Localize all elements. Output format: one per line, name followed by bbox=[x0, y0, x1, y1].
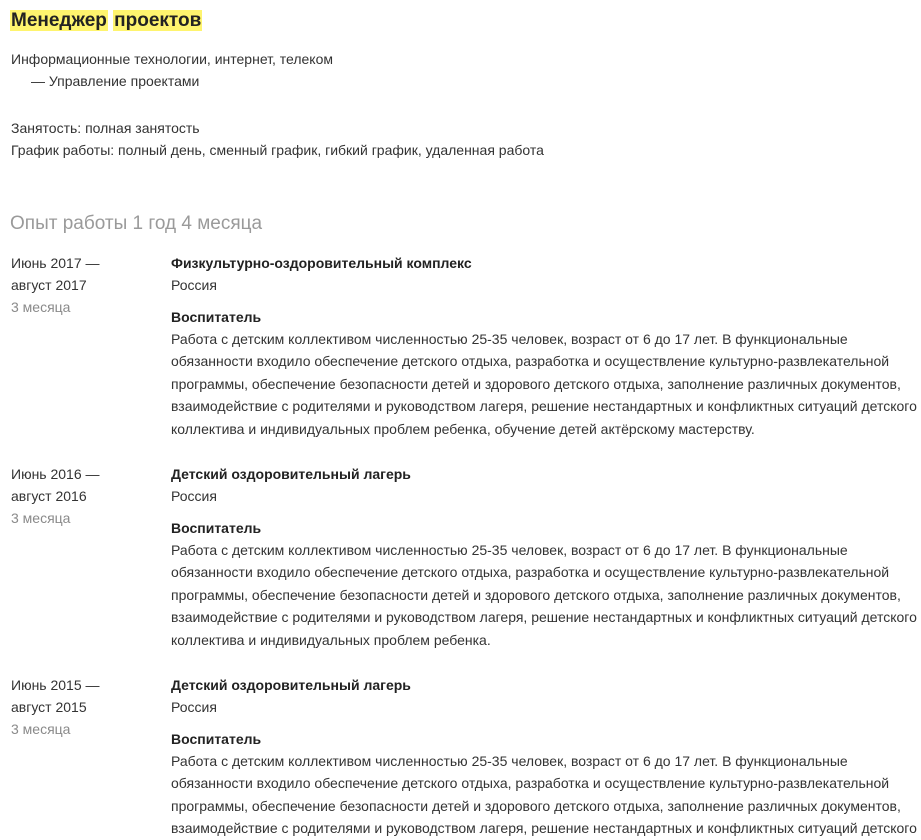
period-start: Июнь 2017 — bbox=[11, 255, 100, 271]
description-line: коллектива и индивидуальных проблем ребенка. bbox=[171, 631, 491, 648]
period-start: Июнь 2016 — bbox=[11, 466, 100, 482]
job-position: Воспитатель bbox=[171, 520, 262, 536]
description-line: Работа с детским коллективом численностью 25-35 человек, возраст от 6 до 17 лет. В функциональные bbox=[171, 753, 848, 769]
company-name: Физкультурно-оздоровительный комплекс bbox=[171, 255, 472, 271]
description-line: Работа с детским коллективом численностью 25-35 человек, возраст от 6 до 17 лет. В функциональные bbox=[171, 331, 848, 347]
description-line: программы, обеспечение безопасности детей и здорового детского отдыха, заполнение различных документов, bbox=[171, 586, 901, 603]
description-line: Работа с детским коллективом численностью 25-35 человек, возраст от 6 до 17 лет. В функциональные bbox=[171, 542, 848, 558]
specialization-text: — Управление проектами bbox=[31, 73, 200, 89]
period-end: август 2017 bbox=[11, 277, 87, 293]
period-end: август 2016 bbox=[11, 488, 87, 504]
experience-title: Опыт работы 1 год 4 месяца bbox=[10, 213, 263, 234]
description-line: обязанности входило обеспечение детского отдыха, разработка и осуществление культурно-развлекательной bbox=[171, 564, 890, 581]
description-line: программы, обеспечение безопасности детей и здорового детского отдыха, заполнение различных документов, bbox=[171, 797, 901, 814]
job-period bbox=[11, 252, 100, 296]
company-name: Детский оздоровительный лагерь bbox=[171, 466, 411, 482]
company-country: Россия bbox=[171, 699, 217, 715]
title-highlight-word1: Менеджер bbox=[11, 10, 107, 31]
job-duration: 3 месяца bbox=[11, 299, 71, 315]
company-name: Детский оздоровительный лагерь bbox=[171, 677, 411, 693]
employment-text: Занятость: полная занятость bbox=[11, 120, 200, 136]
job-period bbox=[11, 463, 100, 507]
description-line: обязанности входило обеспечение детского отдыха, разработка и осуществление культурно-развлекательной bbox=[171, 775, 890, 792]
job-period bbox=[11, 674, 100, 718]
period-start: Июнь 2015 — bbox=[11, 677, 100, 693]
description-line: коллектива и индивидуальных проблем ребенка, обучение детей актёрскому мастерству. bbox=[171, 420, 755, 437]
job-description bbox=[171, 750, 921, 840]
job-description bbox=[171, 539, 921, 651]
period-end: август 2015 bbox=[11, 699, 87, 715]
description-line: обязанности входило обеспечение детского отдыха, разработка и осуществление культурно-развлекательной bbox=[171, 353, 890, 370]
job-duration: 3 месяца bbox=[11, 510, 71, 526]
description-line: взаимодействие с родителями и руководством лагеря, решение нестандартных и конфликтных ситуаций детского bbox=[171, 609, 917, 626]
description-line: взаимодействие с родителями и руководством лагеря, решение нестандартных и конфликтных ситуаций детского bbox=[171, 820, 917, 837]
company-country: Россия bbox=[171, 488, 217, 504]
job-position: Воспитатель bbox=[171, 731, 262, 747]
description-line: программы, обеспечение безопасности детей и здорового детского отдыха, заполнение различных документов, bbox=[171, 375, 901, 392]
industry-text: Информационные технологии, интернет, телеком bbox=[11, 51, 333, 67]
resume-title bbox=[10, 8, 202, 34]
job-duration: 3 месяца bbox=[11, 721, 71, 737]
description-line: взаимодействие с родителями и руководством лагеря, решение нестандартных и конфликтных ситуаций детского bbox=[171, 398, 917, 415]
job-position: Воспитатель bbox=[171, 309, 262, 325]
title-highlight-word2: проектов bbox=[114, 10, 202, 31]
schedule-text: График работы: полный день, сменный график, гибкий график, удаленная работа bbox=[11, 142, 544, 158]
job-description bbox=[171, 328, 921, 440]
company-country: Россия bbox=[171, 277, 217, 293]
